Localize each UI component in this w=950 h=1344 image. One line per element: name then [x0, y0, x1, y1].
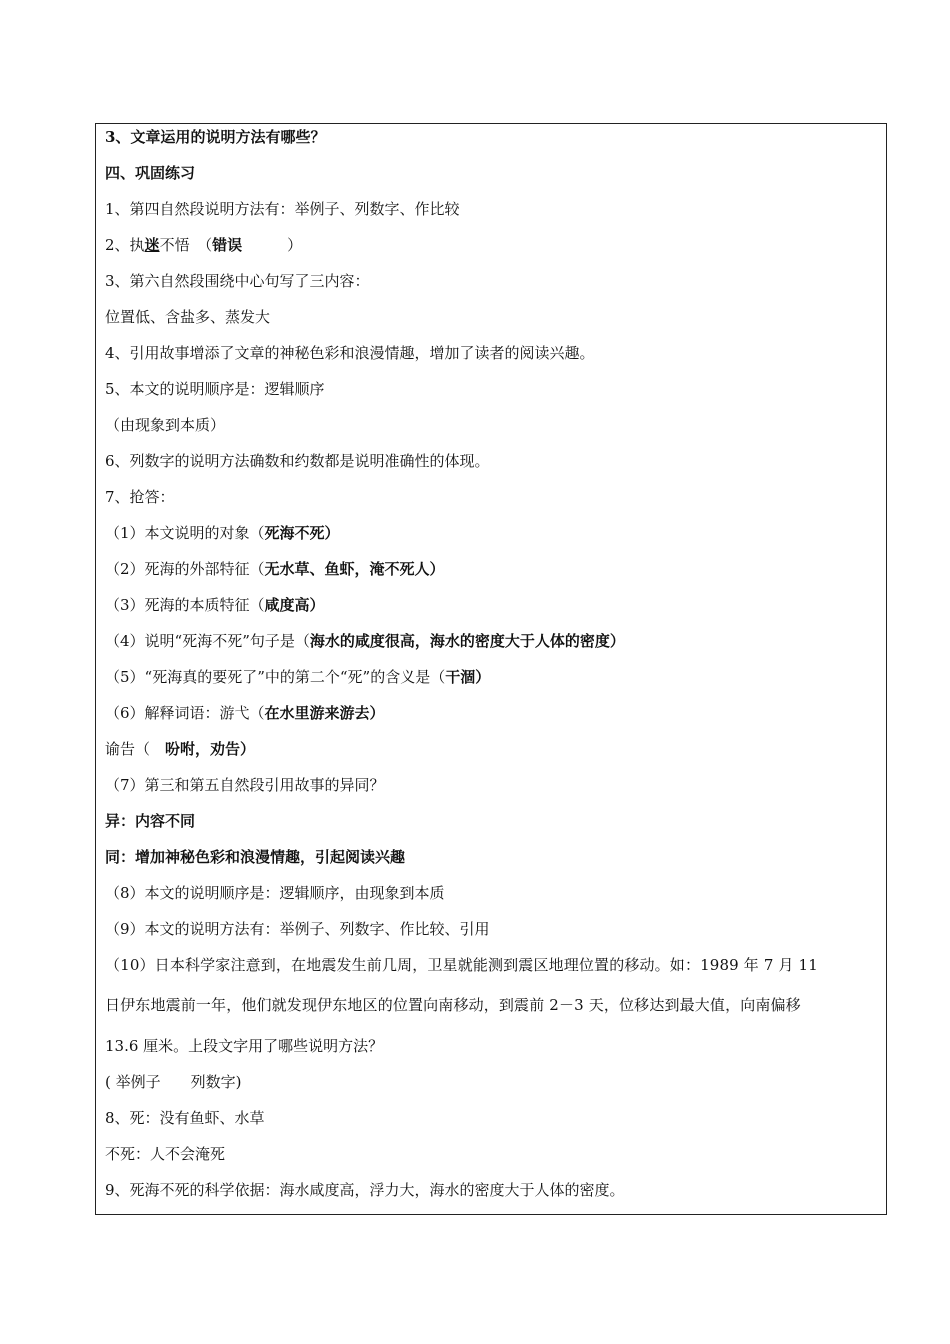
- sub-question-10-line-2: 日伊东地震前一年，他们就发现伊东地区的位置向南移动，到震前 2－3 天，位移达到最大值，向南偏移: [105, 996, 801, 1014]
- exercise-7: 7、抢答：: [105, 488, 175, 506]
- section-heading-practice: 四、巩固练习: [105, 164, 196, 182]
- exercise-5-note: （由现象到本质）: [105, 416, 226, 434]
- sub-question-6: （6）解释词语：游弋（在水里游来游去）: [105, 704, 385, 722]
- answer-similarity: 同：增加神秘色彩和浪漫情趣，引起阅读兴趣: [105, 848, 406, 866]
- sub-question-7: （7）第三和第五自然段引用故事的异同？: [105, 776, 385, 794]
- exercise-4: 4、引用故事增添了文章的神秘色彩和浪漫情趣，增加了读者的阅读兴趣。: [105, 344, 595, 362]
- sub-question-5: （5）“死海真的要死了”中的第二个“死”的含义是（干涸）: [105, 668, 491, 686]
- sub-question-3: （3）死海的本质特征（咸度高）: [105, 596, 325, 614]
- exercise-2: 2、执迷不悟 （错误 ）: [105, 236, 303, 254]
- exercise-8: 8、死：没有鱼虾、水草: [105, 1109, 265, 1127]
- sub-question-4: （4）说明“死海不死”句子是（海水的咸度很高，海水的密度大于人体的密度）: [105, 632, 625, 650]
- exercise-3-answer: 位置低、含盐多、蒸发大: [105, 308, 271, 326]
- answer: 错误: [212, 236, 243, 254]
- sub-question-2: （2）死海的外部特征（无水草、鱼虾，淹不死人）: [105, 560, 445, 578]
- sub-question-10-line-1: （10）日本科学家注意到，在地震发生前几周，卫星就能测到震区地理位置的移动。如：1989 年 7 月 11: [105, 956, 818, 974]
- exercise-5: 5、本文的说明顺序是：逻辑顺序: [105, 380, 325, 398]
- answer-difference: 异：内容不同: [105, 812, 196, 830]
- sub-question-1: （1）本文说明的对象（死海不死）: [105, 524, 340, 542]
- exercise-9: 9、死海不死的科学依据：海水咸度高，浮力大，海水的密度大于人体的密度。: [105, 1181, 625, 1199]
- exercise-1: 1、第四自然段说明方法有：举例子、列数字、作比较: [105, 200, 460, 218]
- sub-question-8: （8）本文的说明顺序是：逻辑顺序，由现象到本质: [105, 884, 445, 902]
- exercise-3: 3、第六自然段围绕中心句写了三内容：: [105, 272, 370, 290]
- question-3: 3、文章运用的说明方法有哪些？: [105, 128, 326, 146]
- sub-question-10-answer: ( 举例子 列数字): [105, 1073, 242, 1091]
- sub-question-9: （9）本文的说明方法有：举例子、列数字、作比较、引用: [105, 920, 490, 938]
- exercise-6: 6、列数字的说明方法确数和约数都是说明准确性的体现。: [105, 452, 490, 470]
- exercise-8-cont: 不死：人不会淹死: [105, 1145, 226, 1163]
- sub-question-10-line-3: 13.6 厘米。上段文字用了哪些说明方法？: [105, 1037, 384, 1055]
- underlined-char: 迷: [144, 236, 160, 254]
- sub-question-6-cont: 谕告（ 吩咐，劝告）: [105, 740, 256, 758]
